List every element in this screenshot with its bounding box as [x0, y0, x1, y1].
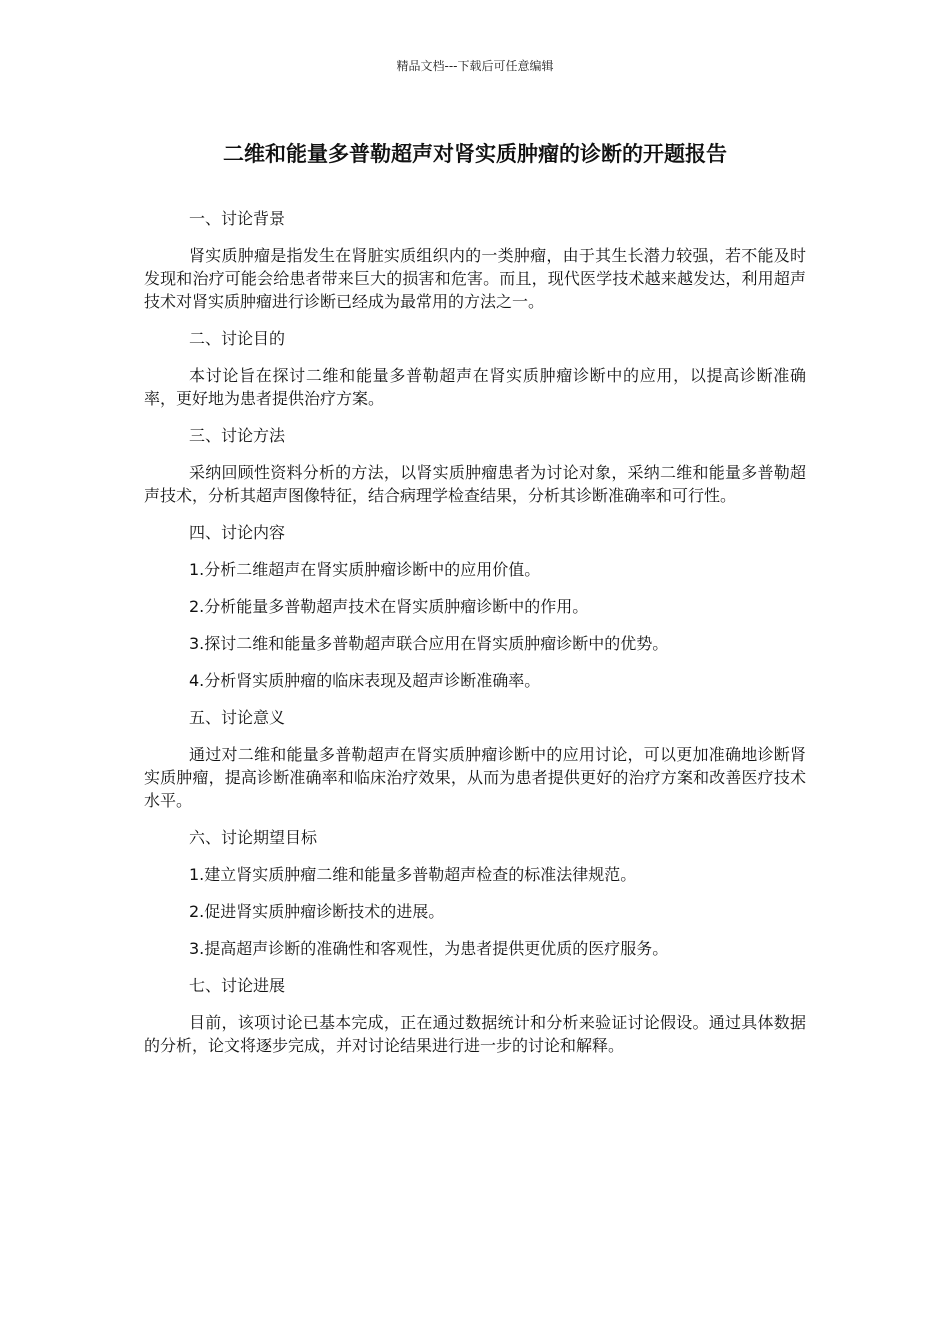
- document-body: [144, 207, 806, 1071]
- goals-list-item: 2.促进肾实质肿瘤诊断技术的进展。: [189, 902, 445, 921]
- content-list-item: 2.分析能量多普勒超声技术在肾实质肿瘤诊断中的作用。: [189, 597, 589, 616]
- section-heading-method: 三、讨论方法: [189, 426, 286, 445]
- section-heading-goals: 六、讨论期望目标: [189, 828, 318, 847]
- section-heading-significance: 五、讨论意义: [189, 708, 286, 727]
- section-heading-background: 一、讨论背景: [189, 209, 286, 228]
- section-text-purpose: 本讨论旨在探讨二维和能量多普勒超声在肾实质肿瘤诊断中的应用，以提高诊断准确率，更好地为患者提供治疗方案。: [144, 366, 806, 408]
- section-heading-content: 四、讨论内容: [189, 523, 286, 542]
- section-text-significance: 通过对二维和能量多普勒超声在肾实质肿瘤诊断中的应用讨论，可以更加准确地诊断肾实质肿瘤，提高诊断准确率和临床治疗效果，从而为患者提供更好的治疗方案和改善医疗技术水平。: [144, 745, 806, 810]
- content-list-item: 1.分析二维超声在肾实质肿瘤诊断中的应用价值。: [189, 560, 541, 579]
- section-heading-progress: 七、讨论进展: [189, 976, 286, 995]
- section-text-progress: 目前，该项讨论已基本完成，正在通过数据统计和分析来验证讨论假设。通过具体数据的分析，论文将逐步完成，并对讨论结果进行进一步的讨论和解释。: [144, 1013, 806, 1055]
- content-list-item: 3.探讨二维和能量多普勒超声联合应用在肾实质肿瘤诊断中的优势。: [189, 634, 669, 653]
- section-text-method: 采纳回顾性资料分析的方法，以肾实质肿瘤患者为讨论对象，采纳二维和能量多普勒超声技术，分析其超声图像特征，结合病理学检查结果，分析其诊断准确率和可行性。: [144, 463, 806, 505]
- section-heading-purpose: 二、讨论目的: [189, 329, 286, 348]
- page-header-note: 精品文档---下载后可任意编辑: [396, 59, 554, 73]
- goals-list-item: 3.提高超声诊断的准确性和客观性，为患者提供更优质的医疗服务。: [189, 939, 669, 958]
- document-title: 二维和能量多普勒超声对肾实质肿瘤的诊断的开题报告: [223, 142, 727, 166]
- section-text-background: 肾实质肿瘤是指发生在肾脏实质组织内的一类肿瘤，由于其生长潜力较强，若不能及时发现和治疗可能会给患者带来巨大的损害和危害。而且，现代医学技术越来越发达，利用超声技术对肾实质肿瘤进行诊断已经成为最常用的方法之一。: [144, 246, 806, 311]
- content-list-item: 4.分析肾实质肿瘤的临床表现及超声诊断准确率。: [189, 671, 541, 690]
- goals-list-item: 1.建立肾实质肿瘤二维和能量多普勒超声检查的标准法律规范。: [189, 865, 637, 884]
